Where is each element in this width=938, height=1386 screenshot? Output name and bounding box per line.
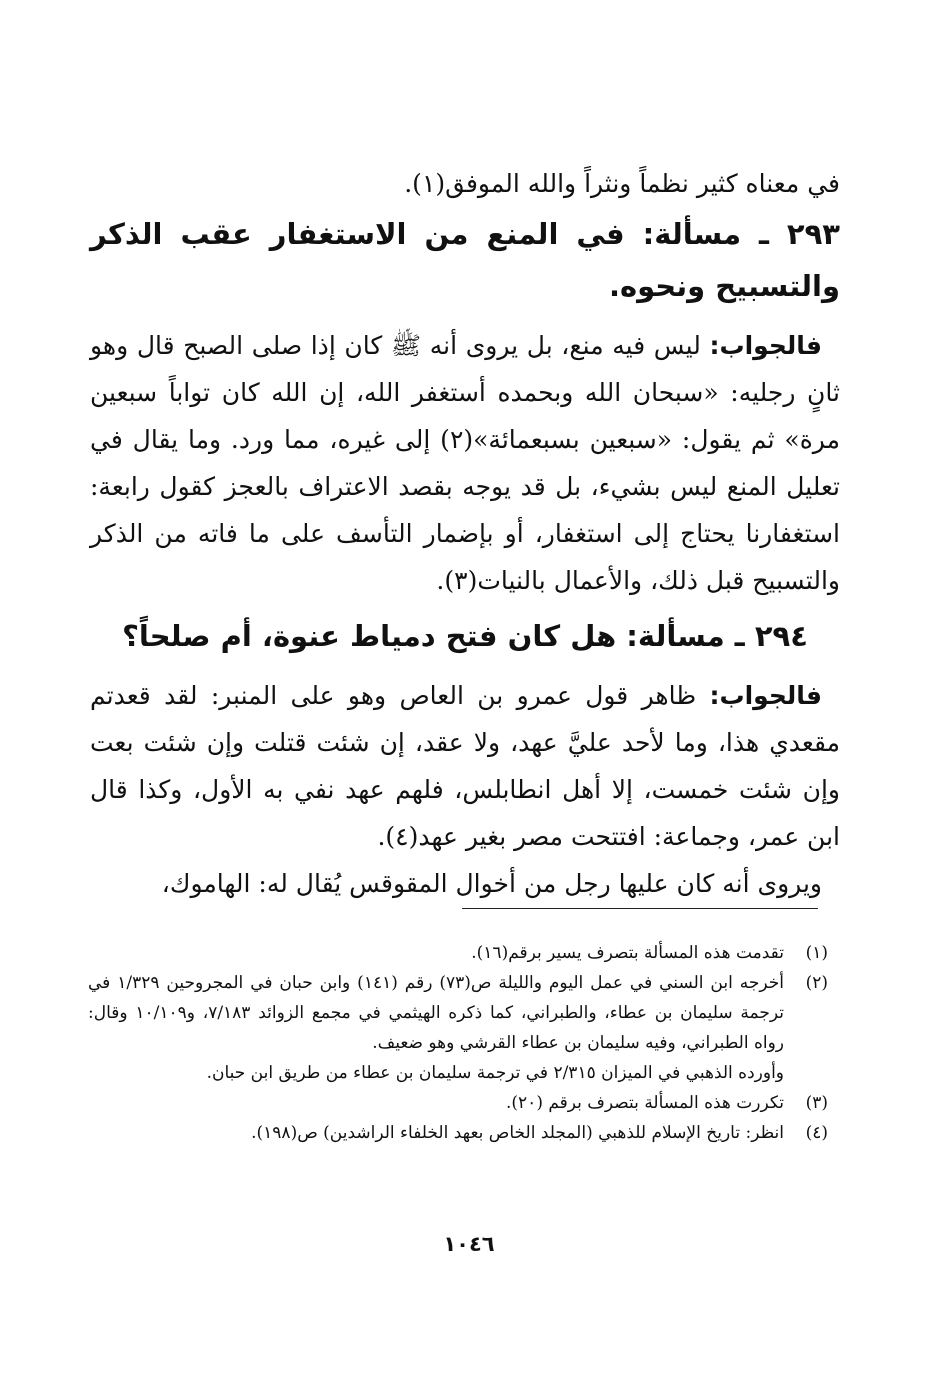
footnote-1 <box>88 938 828 968</box>
footnote-text: أخرجه ابن السني في عمل اليوم والليلة ص(٧٣) رقم (١٤١) وابن حبان في المجروحين ١/٣٢٩ في ترجمة سليمان بن عطاء، والطبراني، كما ذكره الهيثمي في مجمع الزوائد ٧/١٨٣، و١٠/١٠٩ وقال: رواه الطبراني، وفيه سليمان بن عطاء القرشي وهو ضعيف. <box>88 973 784 1053</box>
intro-paragraph: في معناه كثير نظماً ونثراً والله الموفق(١). <box>404 169 840 198</box>
page-body <box>90 162 840 907</box>
footnote-number: (١) <box>805 943 828 963</box>
answer-text-293: ليس فيه منع، بل يروى أنه ﷺ كان إذا صلى الصبح قال وهو ثانٍ رجليه: «سبحان الله وبحمده أستغفر الله، إن الله كان تواباً سبعين مرة» ثم يقول: «سبعين بسبعمائة»(٢) إلى غيره، مما ورد. وما يقال في تعليل المنع ليس بشيء، بل قد يوجه بقصد الاعتراف بالعجز كقول رابعة: استغفارنا يحتاج إلى استغفار، أو بإضمار التأسف على ما فاته من الذكر والتسبيح قبل ذلك، والأعمال بالنيات(٣). <box>90 331 840 595</box>
footnote-number: (٢) <box>805 973 828 993</box>
question-293-answer <box>90 322 840 604</box>
answer-text-294: ظاهر قول عمرو بن العاص وهو على المنبر: لقد قعدتم مقعدي هذا، وما لأحد عليَّ عهد، ولا عقد، إن شئت قتلت وإن شئت بعت وإن شئت خمست، إلا أهل انطابلس، فلهم عهد نفي به الأول، وكذا قال ابن عمر، وجماعة: افتتحت مصر بغير عهد(٤). <box>90 681 840 851</box>
footnote-number: (٣) <box>805 1093 828 1113</box>
footnote-number: (٤) <box>805 1123 828 1143</box>
question-294-continuation: ويروى أنه كان عليها رجل من أخوال المقوقس يُقال له: الهاموك، <box>161 869 822 898</box>
question-294-heading: ٢٩٤ ـ مسألة: هل كان فتح دمياط عنوة، أم صلحاً؟ <box>122 619 808 653</box>
question-294-answer <box>90 672 840 860</box>
footnote-2 <box>88 968 828 1058</box>
footnote-text: تكررت هذه المسألة بتصرف برقم (٢٠). <box>506 1093 784 1113</box>
footnote-2-continuation: وأورده الذهبي في الميزان ٢/٣١٥ في ترجمة سليمان بن عطاء من طريق ابن حبان. <box>206 1063 784 1083</box>
footnote-text: انظر: تاريخ الإسلام للذهبي (المجلد الخاص بعهد الخلفاء الراشدين) ص(١٩٨). <box>251 1123 784 1143</box>
answer-lead-294: فالجواب: <box>709 681 823 710</box>
page-number: ١٠٤٦ <box>443 1232 495 1256</box>
footnote-3 <box>88 1088 828 1118</box>
footnote-divider <box>462 908 818 909</box>
answer-lead-293: فالجواب: <box>709 331 823 360</box>
footnote-text: تقدمت هذه المسألة بتصرف يسير برقم(١٦). <box>471 943 784 963</box>
footnote-4 <box>88 1118 828 1148</box>
footnotes <box>88 938 828 1148</box>
question-293-heading: ٢٩٣ ـ مسألة: في المنع من الاستغفار عقب الذكر والتسبيح ونحوه. <box>90 217 840 303</box>
